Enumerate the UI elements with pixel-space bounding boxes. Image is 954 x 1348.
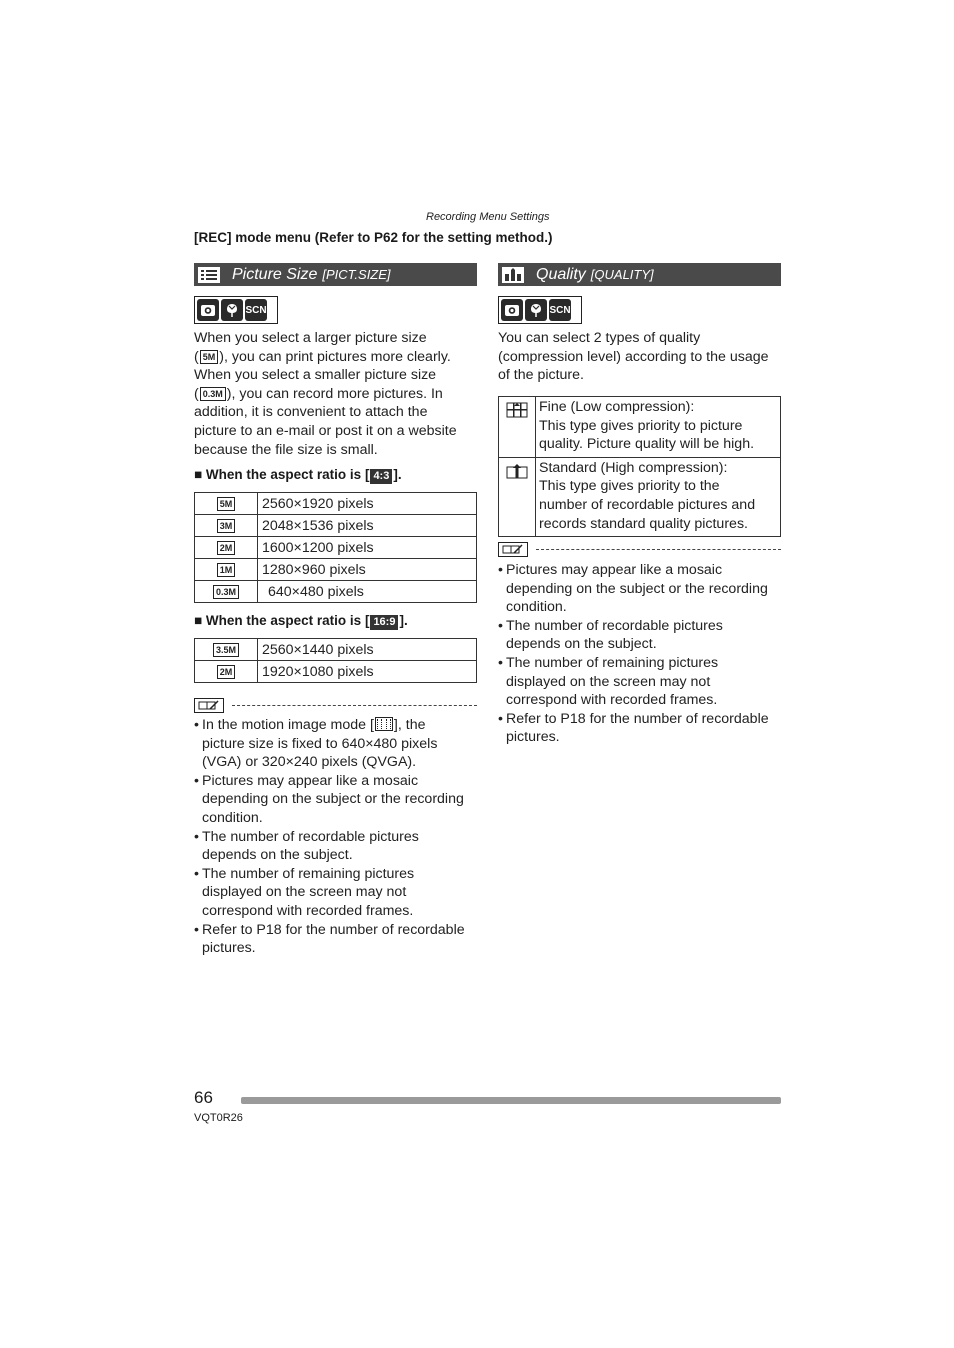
list-item: • The number of recordable pictures depends on the subject.	[194, 828, 484, 865]
section-tag: [QUALITY]	[590, 267, 654, 282]
standard-quality-icon	[506, 467, 528, 483]
quality-line: Standard (High compression):	[539, 459, 728, 476]
list-item: • The number of recordable pictures depends on the subject.	[498, 617, 788, 654]
mode-icons-box	[498, 296, 582, 324]
list-item: • The number of remaining pictures displayed on the screen may not correspond with recorded frames.	[498, 654, 788, 710]
table-row	[195, 639, 477, 661]
list-item: • Pictures may appear like a mosaic depending on the subject or the recording condition.	[498, 561, 788, 617]
section-title: Quality	[536, 265, 586, 283]
intro-line: You can select 2 types of quality	[498, 330, 701, 346]
scene-mode-icon: SCN	[245, 299, 267, 321]
size-03m-icon: 0.3M	[200, 387, 226, 401]
size-value: 2560×1920 pixels	[258, 493, 477, 515]
table-row	[195, 581, 477, 603]
picture-size-table-4-3	[194, 492, 477, 603]
size-icon: 2M	[217, 541, 236, 555]
quality-line: records standard quality pictures.	[539, 515, 748, 532]
intro-line: When you select a larger picture size	[194, 330, 427, 346]
size-5m-icon: 5M	[200, 350, 219, 364]
quality-table	[498, 396, 781, 537]
quality-line: Fine (Low compression):	[539, 399, 695, 415]
ratio-4-3-icon: 4:3	[370, 469, 392, 484]
fine-quality-icon	[506, 406, 528, 422]
ratio-16-9-icon: 16:9	[370, 615, 398, 630]
intro-line: When you select a smaller picture size	[194, 367, 437, 384]
list-item: • Refer to P18 for the number of recordable pictures.	[498, 710, 788, 747]
intro-line: ( 0.3M ), you can record more pictures. In	[194, 385, 443, 402]
list-item: • Refer to P18 for the number of recordable pictures.	[194, 921, 484, 958]
quality-bars-icon	[502, 267, 524, 283]
menu-list-icon	[198, 267, 220, 283]
size-icon: 3.5M	[213, 643, 239, 657]
mode-icons-box	[194, 296, 278, 324]
intro-line: picture to an e-mail or post it on a website	[194, 422, 457, 439]
size-value: 1280×960 pixels	[258, 559, 477, 581]
list-item: • Pictures may appear like a mosaic depending on the subject or the recording condition.	[194, 772, 484, 828]
table-row	[499, 397, 781, 458]
aspect-ratio-16-9-heading: ■ When the aspect ratio is [ 16:9 ].	[194, 613, 408, 628]
size-value: 2048×1536 pixels	[258, 515, 477, 537]
section-tag: [PICT.SIZE]	[322, 267, 391, 282]
intro-line: ( 5M ), you can print pictures more clearly.	[194, 348, 451, 365]
note-divider	[498, 541, 781, 558]
intro-line: (compression level) according to the usage	[498, 348, 769, 365]
menu-title: [REC] mode menu (Refer to P62 for the setting method.)	[194, 230, 553, 245]
quality-intro	[498, 329, 788, 385]
quality-notes	[498, 561, 788, 747]
size-value: 1920×1080 pixels	[258, 661, 477, 683]
quality-line: This type gives priority to picture	[539, 417, 743, 434]
size-icon: 1M	[217, 563, 236, 577]
size-icon: 2M	[217, 665, 236, 679]
section-title: Picture Size	[232, 265, 318, 283]
camera-mode-icon	[197, 299, 219, 321]
size-value: 1600×1200 pixels	[258, 537, 477, 559]
table-row	[195, 537, 477, 559]
running-head: Recording Menu Settings	[426, 211, 550, 223]
table-row	[499, 457, 781, 536]
picture-size-section-bar	[194, 263, 477, 286]
quality-line: quality. Picture quality will be high.	[539, 436, 755, 453]
note-divider	[194, 697, 477, 714]
picture-size-intro	[194, 329, 484, 459]
macro-mode-icon	[525, 299, 547, 321]
intro-line: of the picture.	[498, 367, 584, 384]
note-icon	[498, 542, 528, 557]
list-item: • In the motion image mode [ ], the picture size is fixed to 640×480 pixels (VGA) or 320×240 pixels (QVGA).	[194, 716, 484, 772]
intro-line: addition, it is convenient to attach the	[194, 404, 428, 421]
size-icon: 3M	[217, 519, 236, 533]
picture-size-table-16-9	[194, 638, 477, 683]
quality-section-bar	[498, 263, 781, 286]
table-row	[195, 661, 477, 683]
scene-mode-icon: SCN	[549, 299, 571, 321]
footer-bar	[241, 1097, 781, 1104]
aspect-ratio-4-3-heading: ■ When the aspect ratio is [ 4:3 ].	[194, 467, 402, 482]
size-value: 2560×1440 pixels	[258, 639, 477, 661]
picture-size-notes	[194, 716, 484, 958]
size-value: 640×480 pixels	[258, 581, 477, 603]
camera-mode-icon	[501, 299, 523, 321]
quality-line: number of recordable pictures and	[539, 496, 756, 513]
note-icon	[194, 698, 224, 713]
table-row	[195, 515, 477, 537]
document-code: VQT0R26	[194, 1112, 243, 1124]
table-row	[195, 493, 477, 515]
page-number: 66	[194, 1088, 213, 1107]
table-row	[195, 559, 477, 581]
list-item: • The number of remaining pictures displayed on the screen may not correspond with recorded frames.	[194, 865, 484, 921]
size-icon: 0.3M	[213, 585, 239, 599]
size-icon: 5M	[217, 497, 236, 511]
motion-image-icon	[375, 717, 393, 731]
macro-mode-icon	[221, 299, 243, 321]
quality-line: This type gives priority to the	[539, 478, 720, 495]
intro-line: because the file size is small.	[194, 441, 378, 458]
